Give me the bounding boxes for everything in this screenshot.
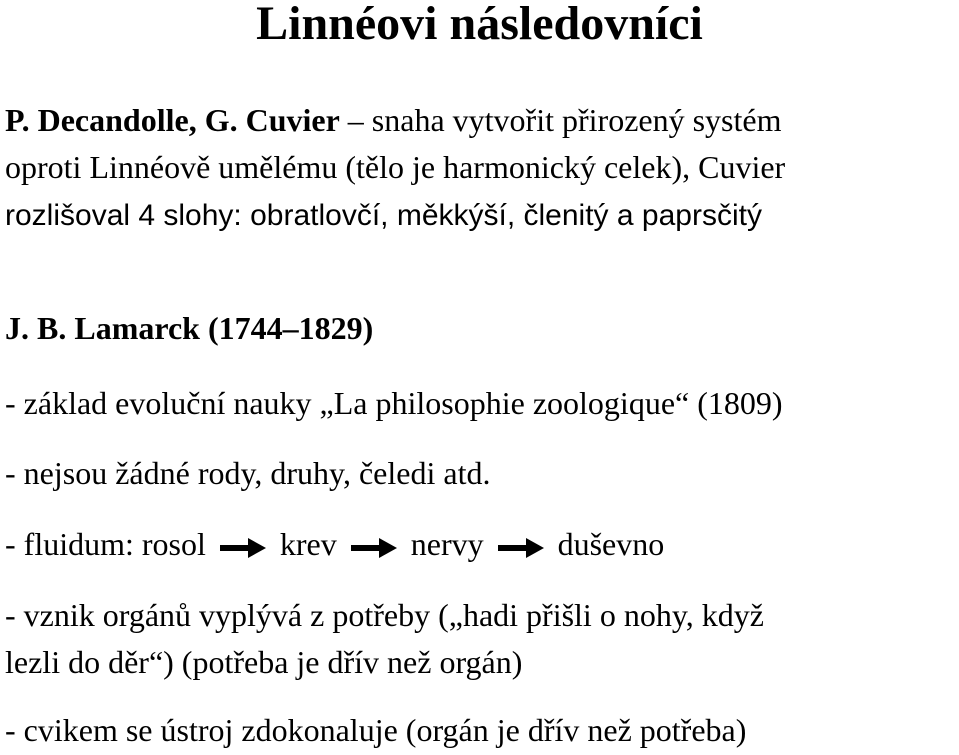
dash: – [339,102,372,138]
fluidum-label: - fluidum: rosol [5,526,206,562]
lamarck-heading-text: J. B. Lamarck (1744–1829) [5,310,374,346]
lamarck-heading [5,309,373,347]
vznik-line-2: lezli do děr“) (potřeba je dřív než orgán) [5,644,523,680]
right-arrow-icon [218,535,268,561]
right-arrow-icon [349,535,399,561]
fluidum-step-krev: krev [279,526,337,562]
lamarck-item-1: - základ evoluční nauky „La philosophie zoologique“ (1809) [5,385,783,421]
lamarck-item-2: - nejsou žádné rody, druhy, čeledi atd. [5,455,491,491]
cvikem-line: - cvikem se ústroj zdokonaluje (orgán je dřív než potřeba) [5,712,747,748]
right-arrow-icon [496,535,546,561]
slide-title: Linnéovi následovníci [256,0,703,50]
fluidum-step-dusevno: duševno [557,526,665,562]
vznik-line-1: - vznik orgánů vyplývá z potřeby („hadi přišli o nohy, když [5,597,764,633]
cuvier-names: P. Decandolle, G. Cuvier [5,102,340,138]
cuvier-line-1 [5,101,781,139]
fluidum-step-nervy: nervy [410,526,484,562]
cuvier-line-1-text: snaha vytvořit přirozený systém [371,102,782,138]
cuvier-line-3: rozlišoval 4 slohy: obratlovčí, měkkýší, členitý a paprsčitý [5,199,762,232]
fluidum-line [5,525,664,563]
cuvier-line-2: oproti Linnéově umělému (tělo je harmonický celek), Cuvier [5,149,786,185]
